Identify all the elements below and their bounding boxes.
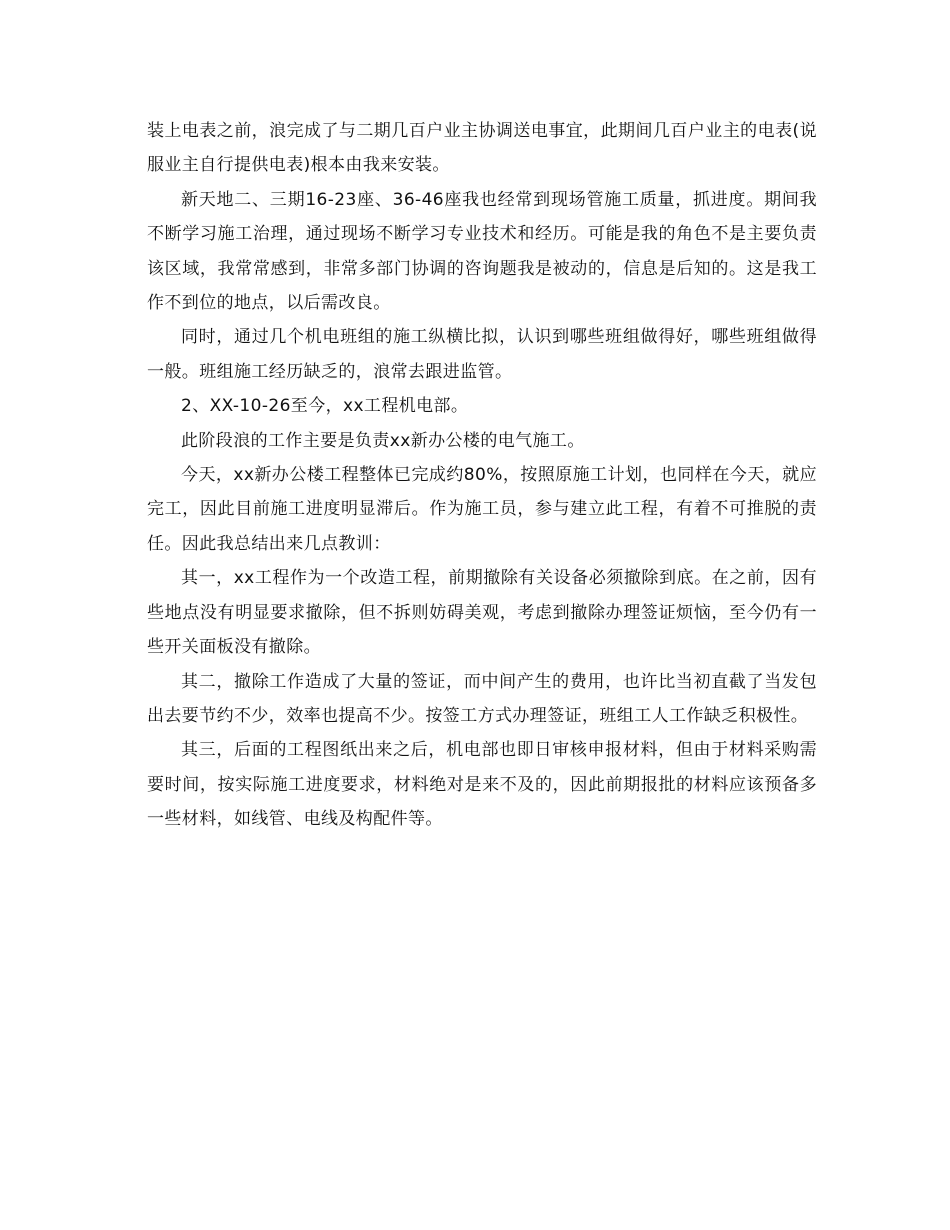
paragraph: 其一，xx工程作为一个改造工程，前期撤除有关设备必须撤除到底。在之前，因有些地点没有明显要求撤除，但不拆则妨碍美观，考虑到撤除办理签证烦恼，至今仍有一些开关面板没有撤除。 — [147, 568, 817, 658]
paragraph: 其二，撤除工作造成了大量的签证，而中间产生的费用，也许比当初直截了当发包出去要节约不少，效率也提高不少。按签工方式办理签证，班组工人工作缺乏积极性。 — [147, 671, 817, 726]
paragraph: 今天，xx新办公楼工程整体已完成约80%，按照原施工计划，也同样在今天，就应完工，因此目前施工进度明显滞后。作为施工员，参与建立此工程，有着不可推脱的责任。因此我总结出来几点教训： — [147, 465, 817, 554]
document-body — [147, 114, 817, 837]
paragraph: 新天地二、三期16-23座、36-46座我也经常到现场管施工质量，抓进度。期间我不断学习施工治理，通过现场不断学习专业技术和经历。可能是我的角色不是主要负责该区域，我常常感到，非常多部门协调的咨询题我是被动的，信息是后知的。这是我工作不到位的地点，以后需改良。 — [147, 189, 817, 314]
paragraph: 同时，通过几个机电班组的施工纵横比拟，认识到哪些班组做得好，哪些班组做得一般。班组施工经历缺乏的，浪常去跟进监管。 — [147, 327, 817, 382]
paragraph: 此阶段浪的工作主要是负责xx新办公楼的电气施工。 — [181, 430, 585, 451]
section-heading: 2、XX-10-26至今，xx工程机电部。 — [181, 396, 469, 417]
paragraph: 其三，后面的工程图纸出来之后，机电部也即日审核申报材料，但由于材料采购需要时间，按实际施工进度要求，材料绝对是来不及的，因此前期报批的材料应该预备多一些材料，如线管、电线及构配件等。 — [147, 740, 817, 830]
paragraph: 装上电表之前，浪完成了与二期几百户业主协调送电事宜，此期间几百户业主的电表(说服业主自行提供电表)根本由我来安装。 — [147, 121, 817, 176]
